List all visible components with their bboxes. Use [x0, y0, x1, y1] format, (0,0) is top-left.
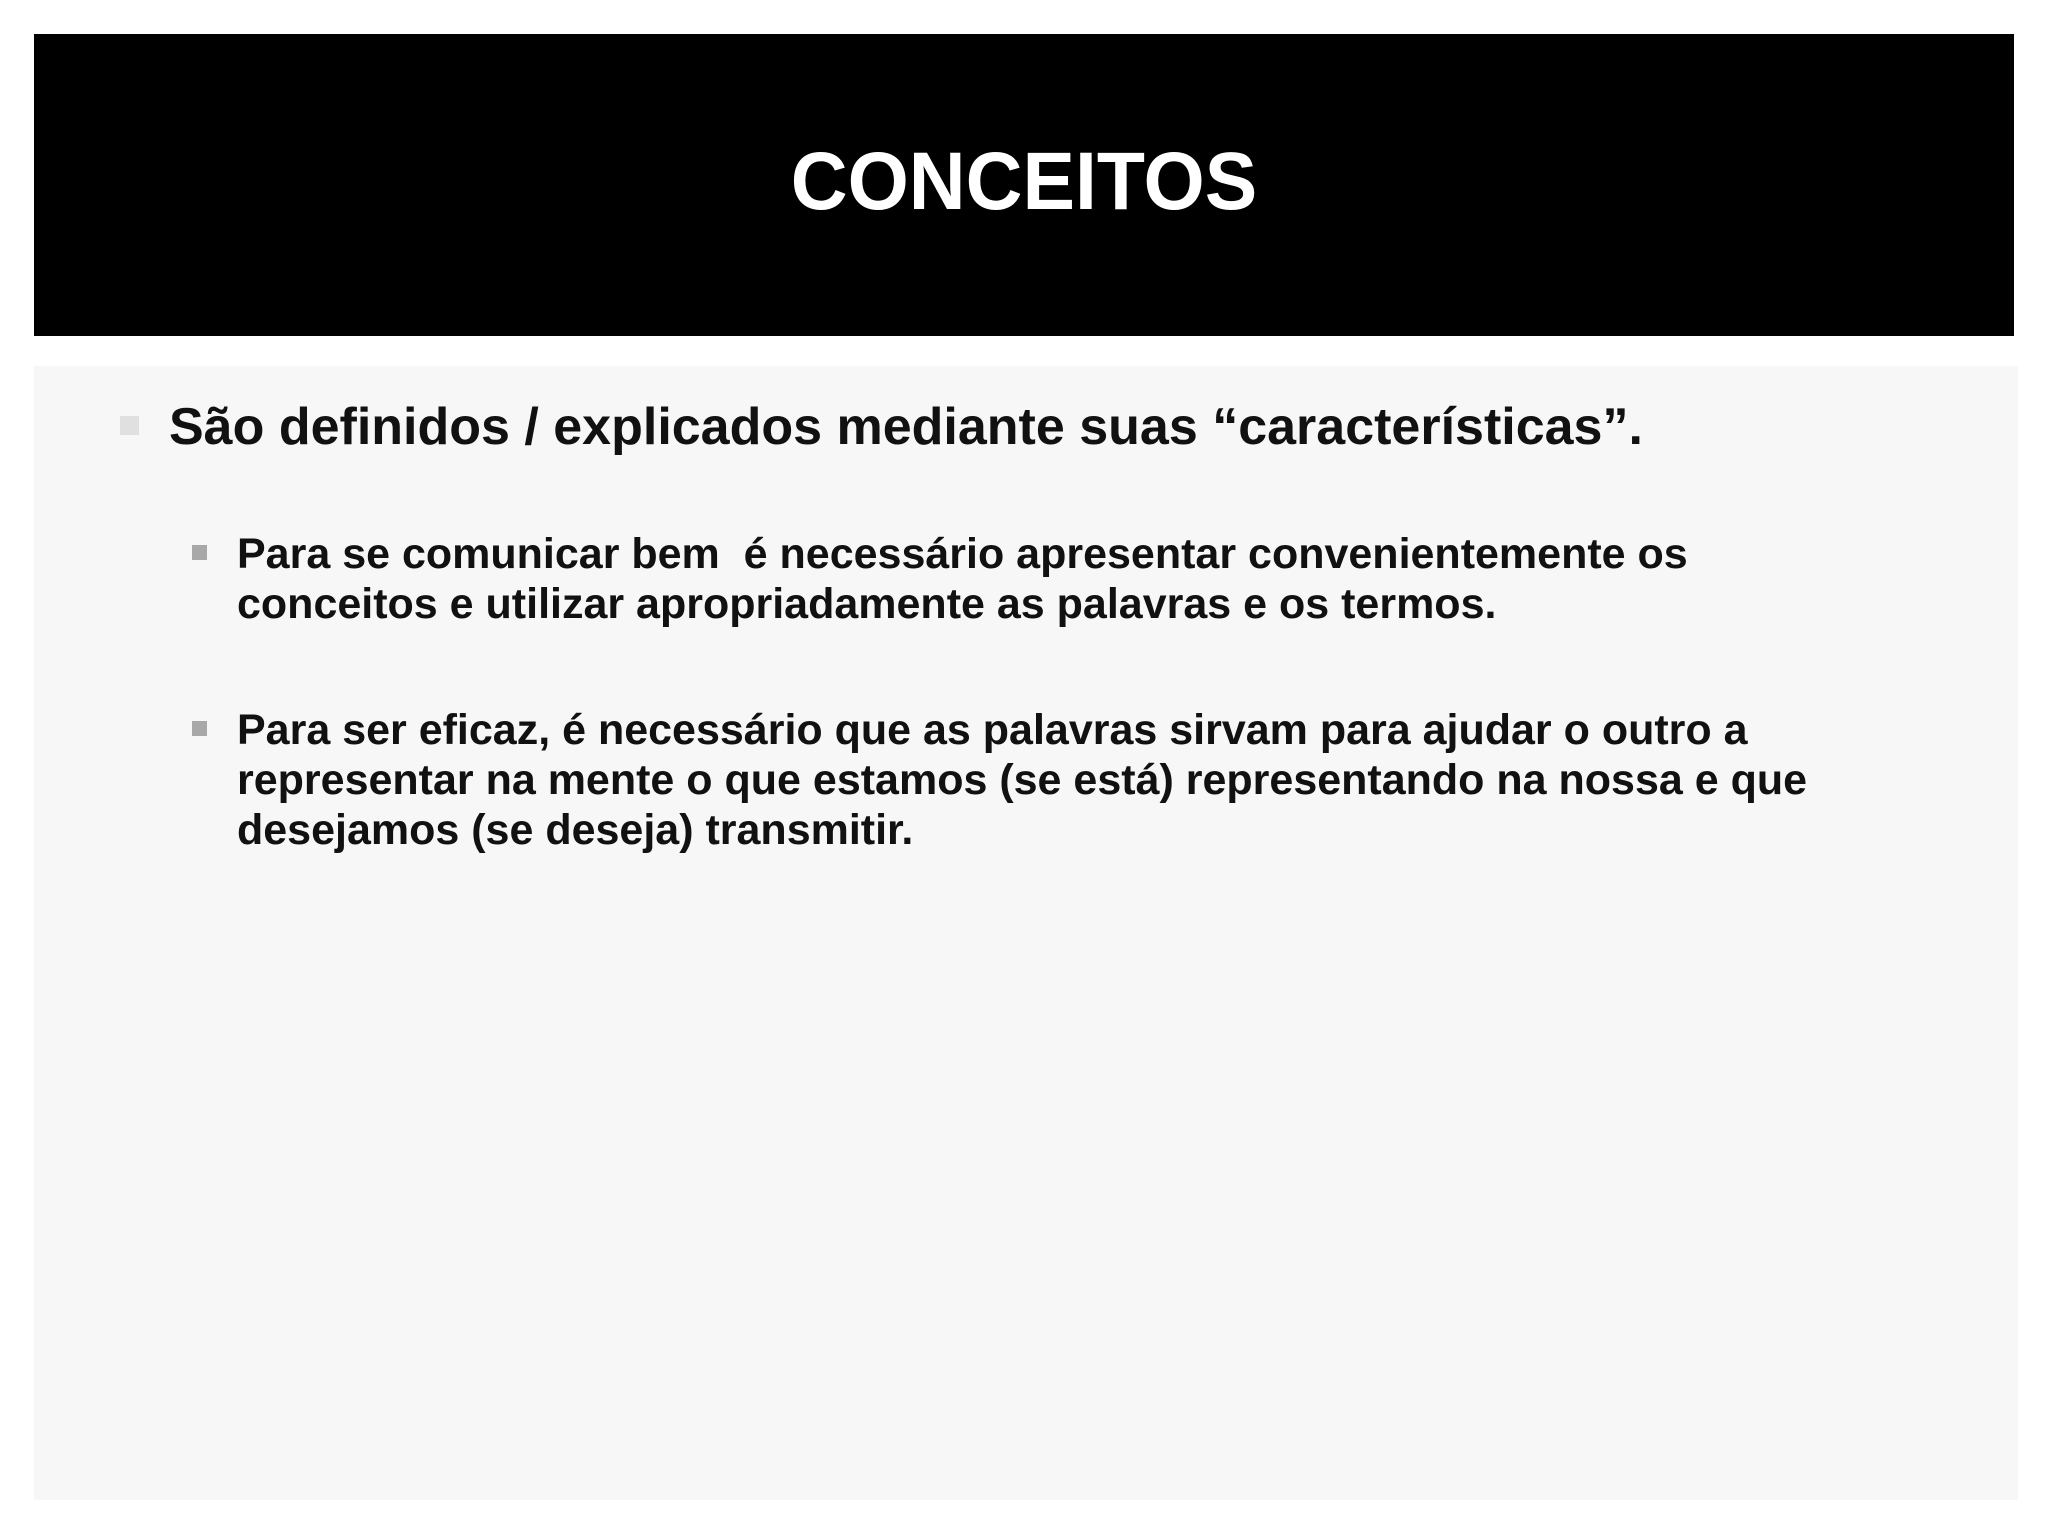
bullet-text: Para se comunicar bem é necessário apresentar convenientemente os conceitos e utilizar apropriadamente as palavras e os termos.	[237, 530, 1688, 628]
bullet-text: Para ser eficaz, é necessário que as palavras sirvam para ajudar o outro a representar na mente o que estamos (se está) representando na nossa e que desejamos (se deseja) transmitir.	[237, 706, 1808, 854]
content-area	[34, 366, 2018, 1500]
bullet-item-level2	[192, 705, 1972, 855]
square-bullet-icon	[192, 545, 207, 560]
title-bar	[34, 34, 2014, 336]
square-bullet-icon	[120, 416, 139, 435]
bullet-item-level1	[120, 396, 1980, 458]
slide-title: CONCEITOS	[790, 136, 1258, 227]
bullet-text: São definidos / explicados mediante suas “características”.	[169, 398, 1643, 456]
square-bullet-icon	[192, 721, 207, 736]
bullet-item-level2	[192, 529, 1972, 629]
